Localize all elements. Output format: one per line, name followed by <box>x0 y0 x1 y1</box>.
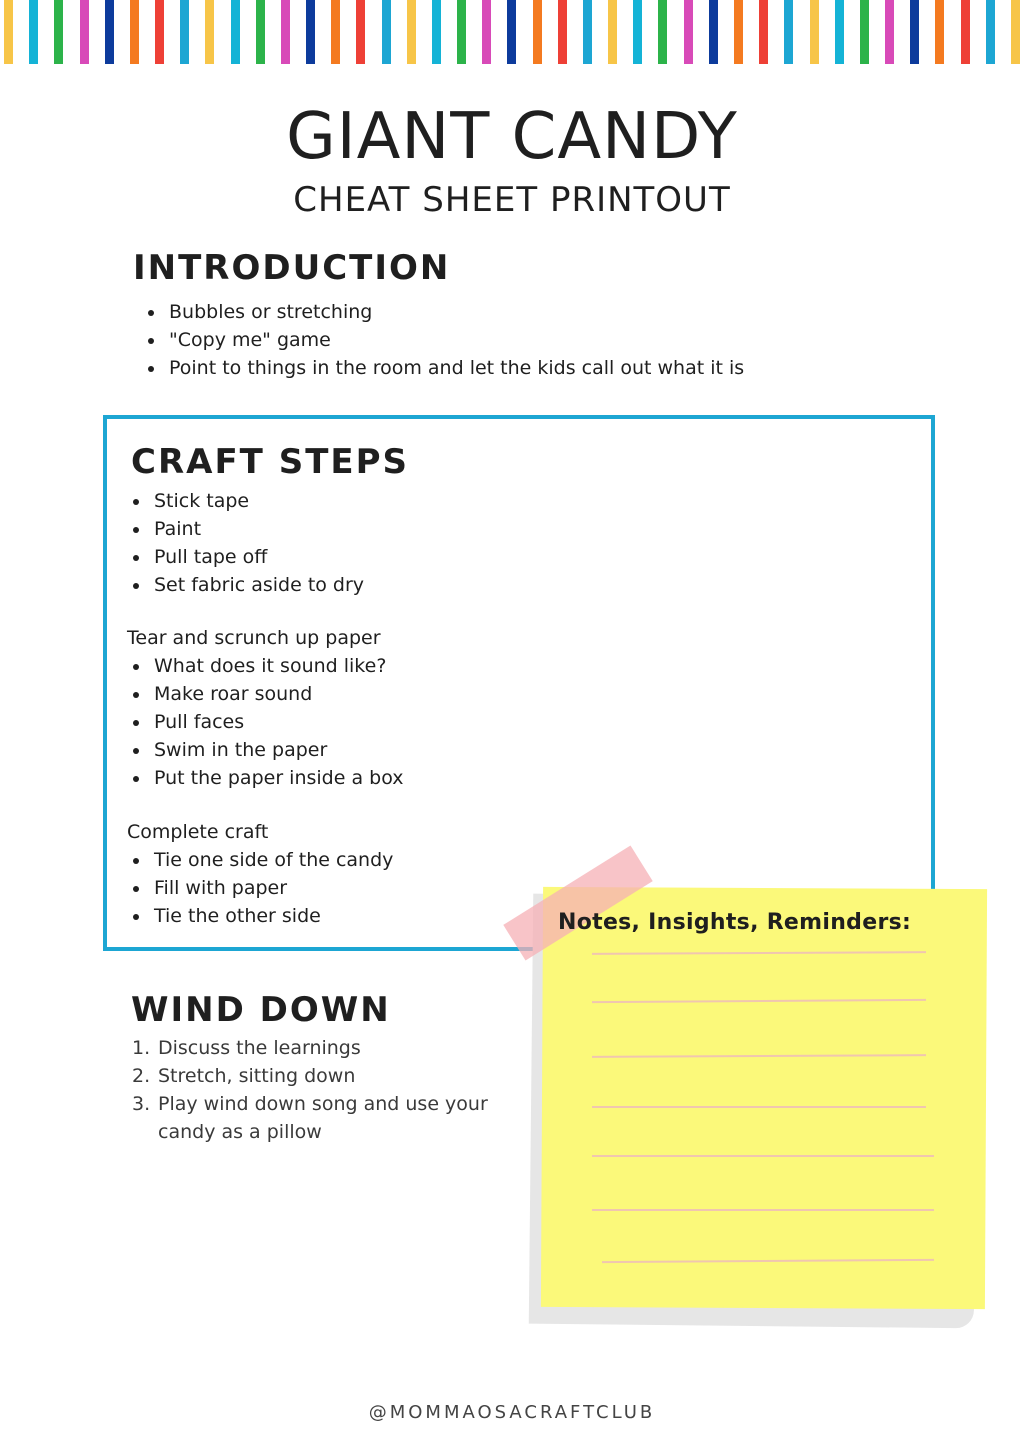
stripe <box>835 0 844 64</box>
craft-group-title: Complete craft <box>127 821 269 843</box>
stripe <box>482 0 491 64</box>
list-item: Set fabric aside to dry <box>128 571 364 599</box>
stripe <box>684 0 693 64</box>
stripe <box>709 0 718 64</box>
stripe <box>961 0 970 64</box>
stripe <box>860 0 869 64</box>
list-item: Tie one side of the candy <box>128 846 393 874</box>
stripe <box>256 0 265 64</box>
stripe <box>331 0 340 64</box>
list-item: Swim in the paper <box>128 736 404 764</box>
list-item: What does it sound like? <box>128 652 404 680</box>
list-item: 2. Stretch, sitting down <box>132 1065 356 1087</box>
stripe <box>29 0 38 64</box>
note-line <box>592 1209 934 1211</box>
stripe <box>155 0 164 64</box>
page-subtitle: CHEAT SHEET PRINTOUT <box>293 180 731 220</box>
craft-steps-heading: CRAFT STEPS <box>131 442 410 482</box>
stripe <box>633 0 642 64</box>
stripe <box>407 0 416 64</box>
list-item: "Copy me" game <box>143 326 744 354</box>
list-item: Bubbles or stretching <box>143 298 744 326</box>
stripe <box>885 0 894 64</box>
list-item: Point to things in the room and let the kids call out what it is <box>143 354 744 382</box>
stripe <box>810 0 819 64</box>
craft-steps-list-2 <box>128 652 404 792</box>
stripe <box>533 0 542 64</box>
wind-down-heading: WIND DOWN <box>131 990 391 1030</box>
stripe <box>54 0 63 64</box>
stripe <box>658 0 667 64</box>
introduction-list <box>143 298 744 382</box>
note-line <box>592 1155 934 1157</box>
stripe <box>1011 0 1020 64</box>
stripe <box>784 0 793 64</box>
stripe <box>231 0 240 64</box>
wind-down-list <box>132 1034 502 1146</box>
stripe <box>935 0 944 64</box>
notes-title: Notes, Insights, Reminders: <box>558 910 912 935</box>
note-line <box>592 1106 926 1108</box>
craft-steps-list-3 <box>128 846 393 930</box>
stripe <box>986 0 995 64</box>
stripe-border <box>0 0 1024 64</box>
stripe <box>759 0 768 64</box>
craft-group-title: Tear and scrunch up paper <box>127 627 381 649</box>
list-item: Make roar sound <box>128 680 404 708</box>
stripe <box>608 0 617 64</box>
stripe <box>734 0 743 64</box>
stripe <box>507 0 516 64</box>
list-item: Pull faces <box>128 708 404 736</box>
list-item: 3. Play wind down song and use your candy as a pillow <box>132 1093 488 1143</box>
list-item: Tie the other side <box>128 902 393 930</box>
stripe <box>432 0 441 64</box>
stripe <box>4 0 13 64</box>
stripe <box>382 0 391 64</box>
list-item: Paint <box>128 515 364 543</box>
list-item: Pull tape off <box>128 543 364 571</box>
stripe <box>281 0 290 64</box>
list-item: Stick tape <box>128 487 364 515</box>
stripe <box>356 0 365 64</box>
stripe <box>130 0 139 64</box>
introduction-heading: INTRODUCTION <box>133 248 451 288</box>
footer-handle: @MOMMAOSACRAFTCLUB <box>368 1402 656 1423</box>
stripe <box>558 0 567 64</box>
stripe <box>180 0 189 64</box>
stripe <box>205 0 214 64</box>
list-item: Put the paper inside a box <box>128 764 404 792</box>
stripe <box>306 0 315 64</box>
stripe <box>583 0 592 64</box>
stripe <box>457 0 466 64</box>
list-item: 1. Discuss the learnings <box>132 1037 361 1059</box>
page-title: GIANT CANDY <box>286 100 738 174</box>
stripe <box>105 0 114 64</box>
list-item: Fill with paper <box>128 874 393 902</box>
stripe <box>910 0 919 64</box>
craft-steps-list-1 <box>128 487 364 599</box>
stripe <box>80 0 89 64</box>
